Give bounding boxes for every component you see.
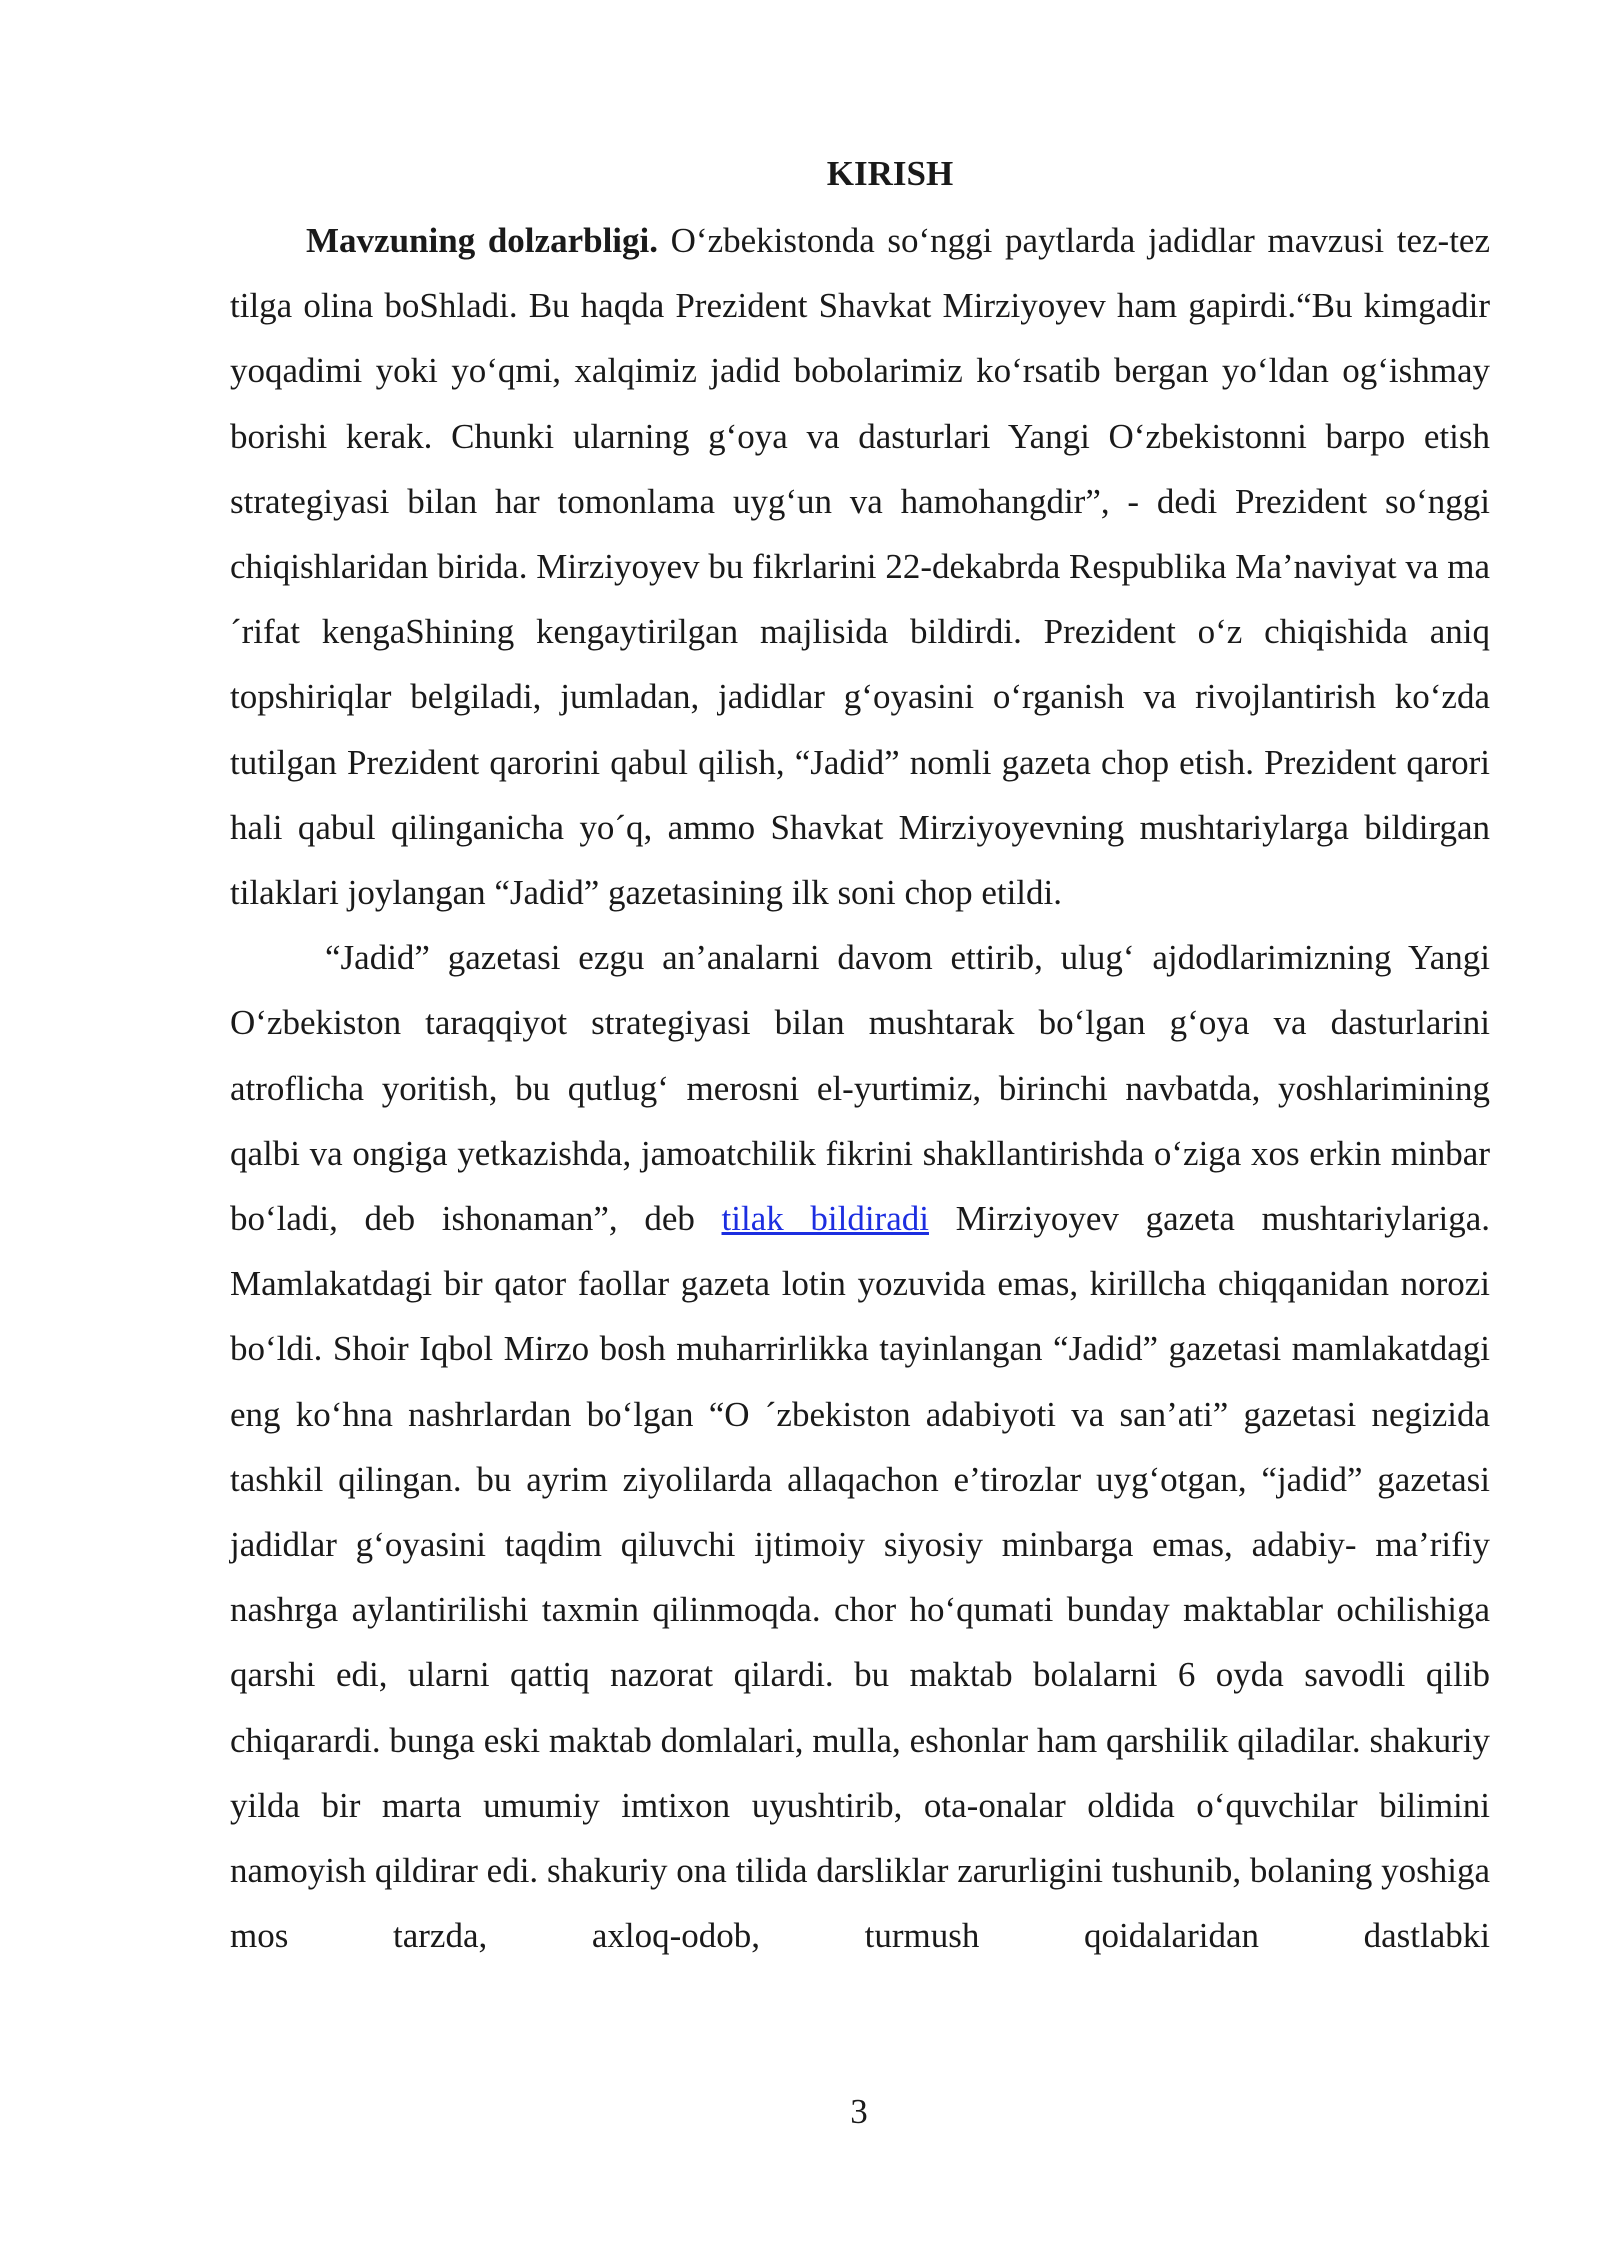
document-body [230,208,1490,1968]
page-number: 3 [850,2092,868,2131]
paragraph-jadid-newspaper [230,925,1490,1968]
paragraph-relevance [230,208,1490,925]
tilak-bildiradi-link[interactable]: tilak bildiradi [721,1199,929,1239]
paragraph-text: O‘zbekistonda so‘nggi paytlarda jadidlar mavzusi tez-tez tilga olina boShladi. Bu haqda Prezident Shavkat Mirziyoyev ham gapirdi.“Bu kimgadir yoqadimi yoki yo‘qmi, xalqimiz jadid bobolarimiz ko‘rsatib bergan yo‘ldan og‘ishmay borishi kerak. Chunki ularning g‘oya va dasturlari Yangi O‘zbekistonni barpo etish strategiyasi bilan har tomonlama uyg‘un va hamohangdir”, - dedi Prezident so‘nggi chiqishlaridan birida. Mirziyoyev bu fikrlarini 22-dekabrda Respublika Ma’naviyat va ma´rifat kengaShining kengaytirilgan majlisida bildirdi. Prezident o‘z chiqishida aniq topshiriqlar belgiladi, jumladan, jadidlar g‘oyasini o‘rganish va rivojlantirish ko‘zda tutilgan Prezident qarorini qabul qilish, “Jadid” nomli gazeta chop etish. Prezident qarori hali qabul qilinganicha yo´q, ammo Shavkat Mirziyoyevning mushtariylarga bildirgan tilaklari joylangan “Jadid” gazetasining ilk soni chop etildi. [230,221,1490,913]
paragraph-text-before-link: “Jadid” gazetasi ezgu an’analarni davom ettirib, ulug‘ ajdodlarimizning Yangi O‘zbekiston taraqqiyot strategiyasi bilan mushtarak bo‘lgan g‘oya va dasturlarini atroflicha yoritish, bu qutlug‘ merosni el-yurtimiz, birinchi navbatda, yoshlarimining qalbi va ongiga yetkazishda, jamoatchilik fikrini shakllantirishda o‘ziga xos erkin minbar bo‘ladi, deb ishonaman”, deb [230,938,1490,1239]
page-title: KIRISH [826,154,954,193]
paragraph-text-after-link: Mirziyoyev gazeta mushtariylariga. Mamlakatdagi bir qator faollar gazeta lotin yozuvida emas, kirillcha chiqqanidan norozi bo‘ldi. Shoir Iqbol Mirzo bosh muharrirlikka tayinlangan “Jadid” gazetasi mamlakatdagi eng ko‘hna nashrlardan bo‘lgan “O ´zbekiston adabiyoti va san’ati” gazetasi negizida tashkil qilingan. bu ayrim ziyolilarda allaqachon e’tirozlar uyg‘otgan, “jadid” gazetasi jadidlar g‘oyasini taqdim qiluvchi ijtimoiy siyosiy minbarga emas, adabiy- ma’rifiy nashrga aylantirilishi taxmin qilinmoqda. chor ho‘qumati bunday maktablar ochilishiga qarshi edi, ularni qattiq nazorat qilardi. bu maktab bolalarni 6 oyda savodli qilib chiqarardi. bunga eski maktab domlalari, mulla, eshonlar ham qarshilik qiladilar. shakuriy yilda bir marta umumiy imtixon uyushtirib, ota-onalar oldida o‘quvchilar bilimini namoyish qildirar edi. shakuriy ona tilida darsliklar zarurligini tushunib, bolaning yoshiga mos tarzda, axloq-odob, turmush qoidalaridan dastlabki [230,1199,1490,1956]
section-lead: Mavzuning dolzarbligi. [306,221,658,260]
